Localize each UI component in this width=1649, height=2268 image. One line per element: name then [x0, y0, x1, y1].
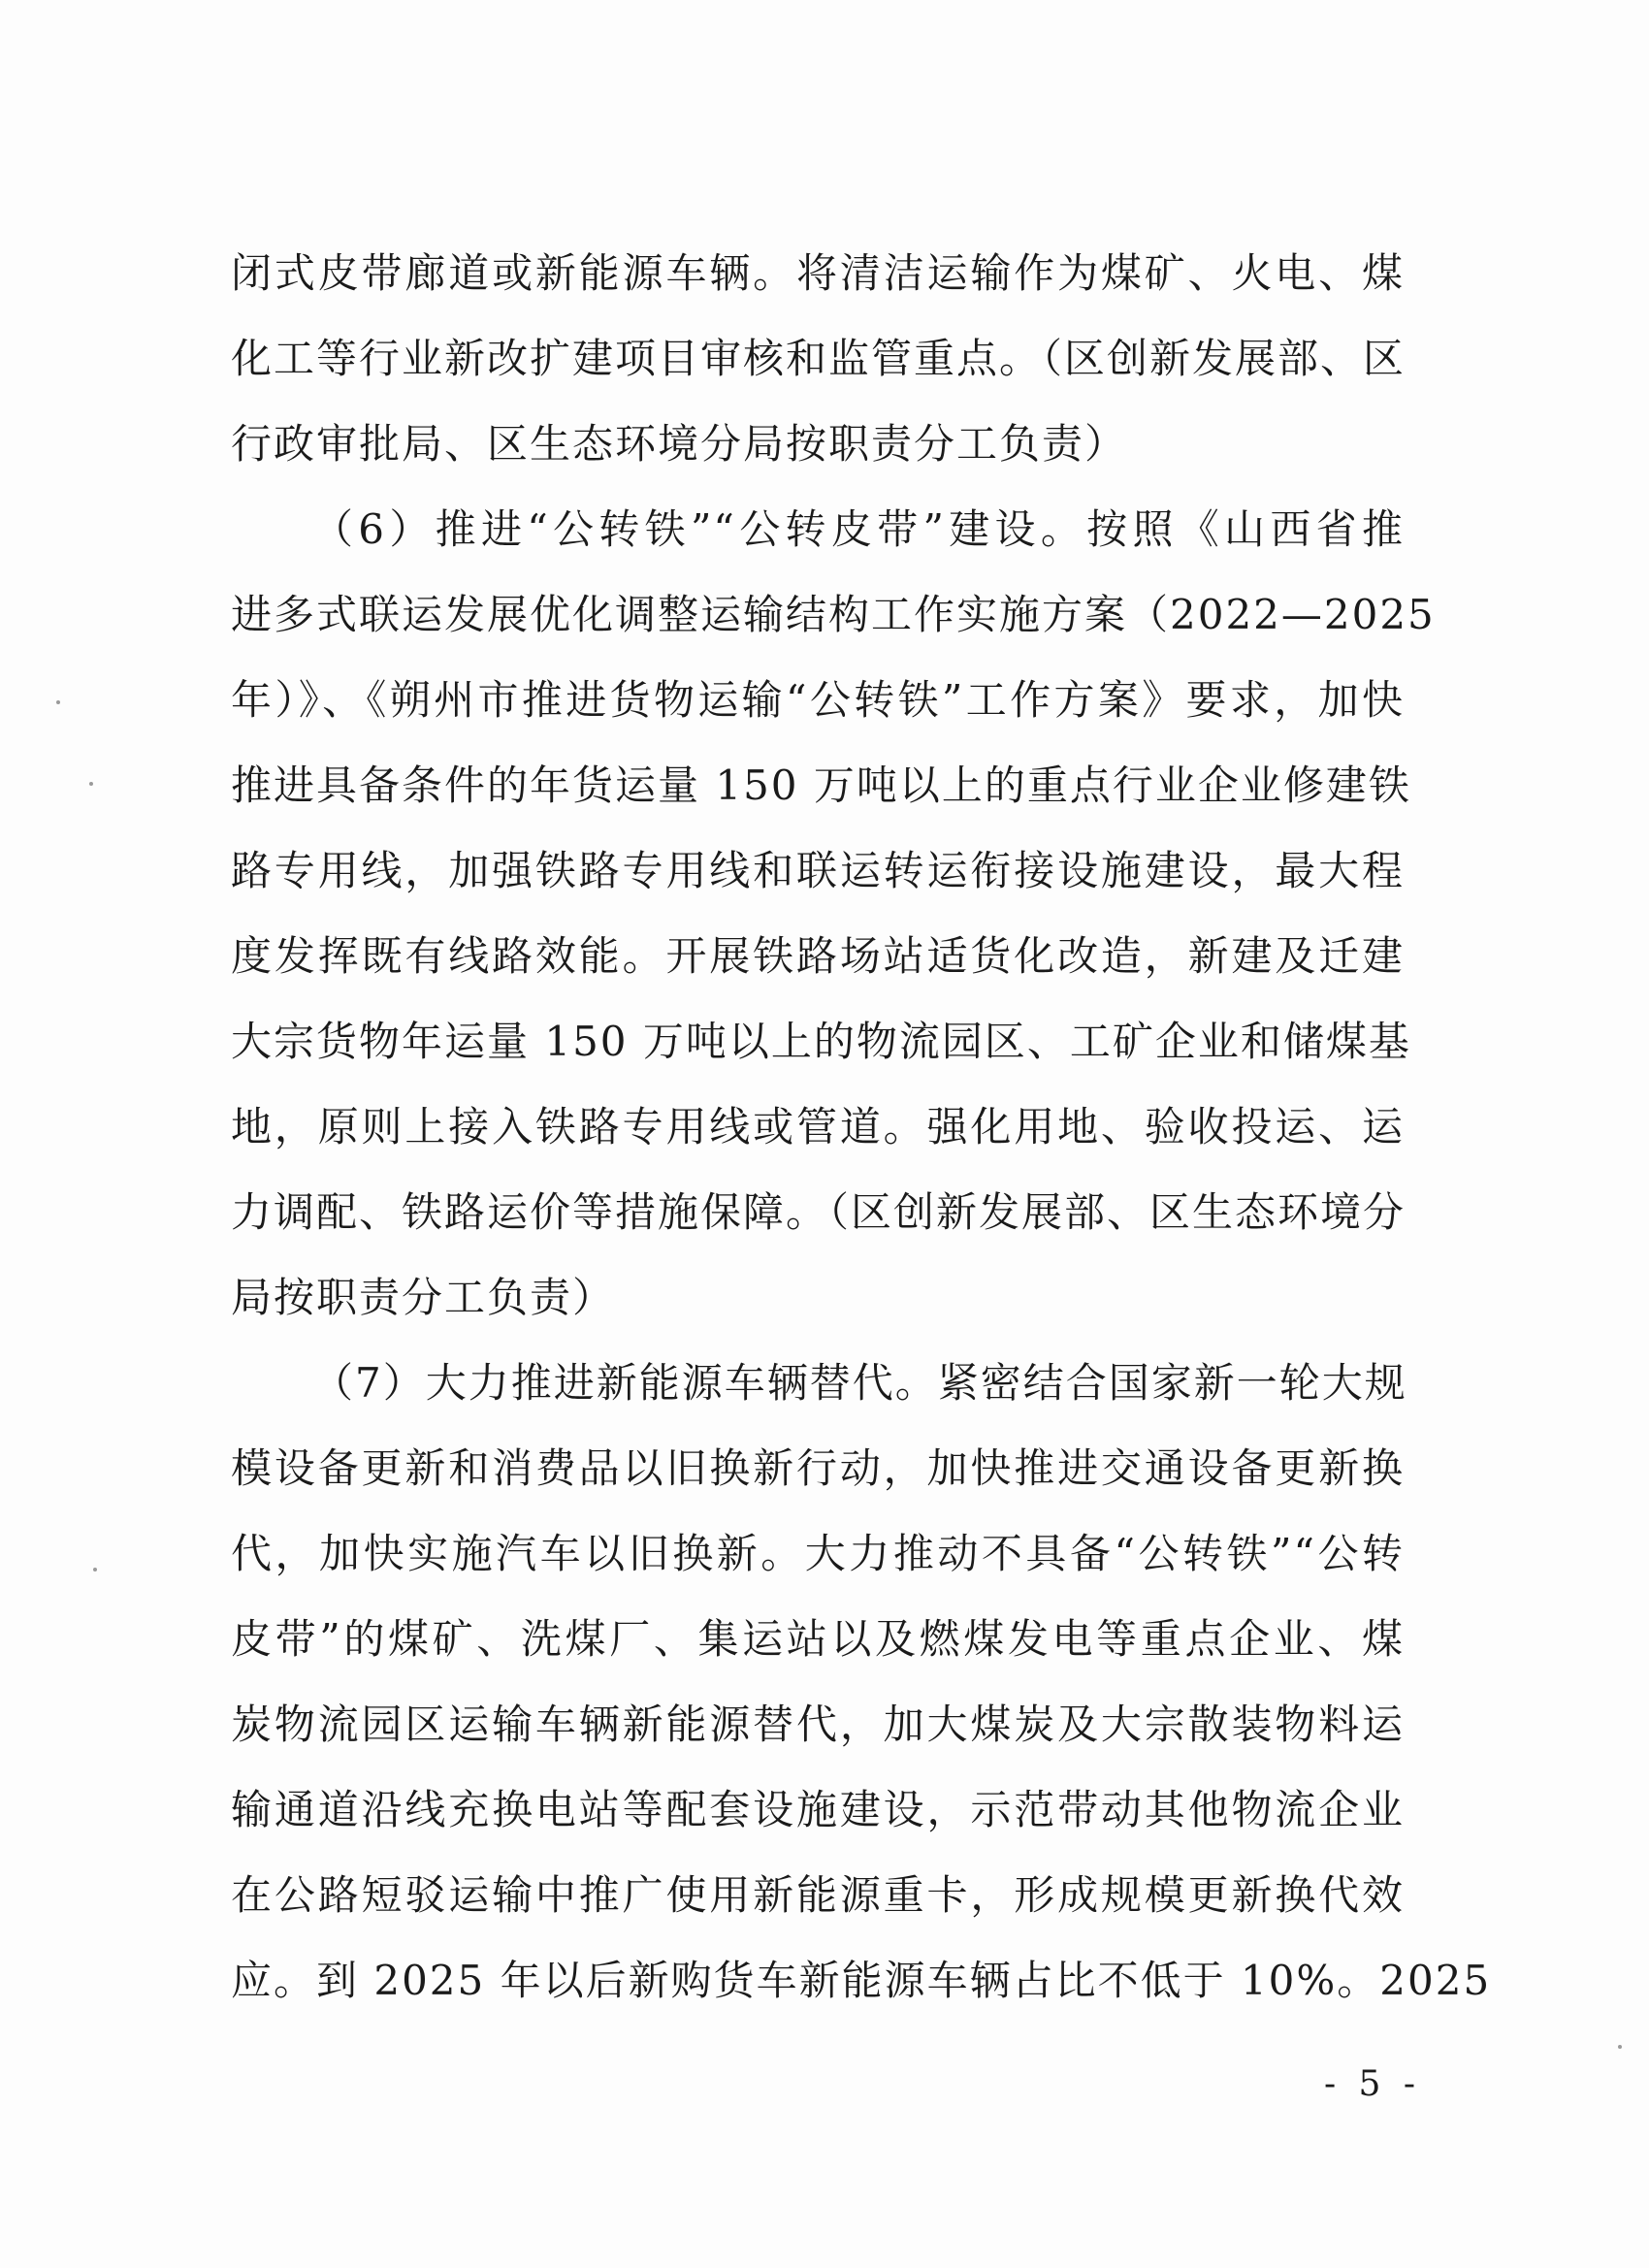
text-line: 大宗货物年运量 150 万吨以上的物流园区、工矿企业和储煤基: [231, 1018, 1411, 1065]
scan-speck: [89, 782, 93, 786]
text-line: 模设备更新和消费品以旧换新行动，加快推进交通设备更新换: [231, 1444, 1405, 1492]
text-line: 皮带”的煤矿、洗煤厂、集运站以及燃煤发电等重点企业、煤: [231, 1615, 1405, 1663]
text-line: 地，原则上接入铁路专用线或管道。强化用地、验收投运、运: [231, 1103, 1405, 1150]
text-line: 在公路短驳运输中推广使用新能源重卡，形成规模更新换代效: [231, 1871, 1405, 1919]
scan-speck: [93, 1568, 97, 1571]
body-text: [231, 231, 1492, 2024]
text-line: 度发挥既有线路效能。开展铁路场站适货化改造，新建及迁建: [231, 932, 1405, 980]
scan-speck: [56, 700, 60, 704]
text-line: （7）大力推进新能源车辆替代。紧密结合国家新一轮大规: [312, 1359, 1407, 1407]
text-line: 路专用线，加强铁路专用线和联运转运衔接设施建设，最大程: [231, 847, 1405, 894]
text-line: 推进具备条件的年货运量 150 万吨以上的重点行业企业修建铁: [231, 761, 1411, 809]
text-line: 力调配、铁路运价等措施保障。（区创新发展部、区生态环境分: [231, 1188, 1406, 1236]
text-line: 局按职责分工负责）: [231, 1274, 616, 1321]
text-line: 化工等行业新改扩建项目审核和监管重点。（区创新发展部、区: [231, 335, 1406, 382]
text-line: 进多式联运发展优化调整运输结构工作实施方案（2022—2025: [231, 591, 1436, 638]
scan-speck: [1618, 2045, 1622, 2049]
page-number: - 5 -: [1323, 2064, 1422, 2104]
text-line: 代，加快实施汽车以旧换新。大力推动不具备“公转铁”“公转: [231, 1530, 1405, 1577]
text-line: 应。到 2025 年以后新购货车新能源车辆占比不低于 10%。2025: [231, 1957, 1492, 2004]
text-line: 输通道沿线充换电站等配套设施建设，示范带动其他物流企业: [231, 1786, 1405, 1833]
text-line: 闭式皮带廊道或新能源车辆。将清洁运输作为煤矿、火电、煤: [231, 249, 1405, 297]
text-line: 年）》、《朔州市推进货物运输“公转铁”工作方案》要求，加快: [231, 676, 1405, 724]
text-line: 行政审批局、区生态环境分局按职责分工负责）: [231, 420, 1128, 468]
text-line: 炭物流园区运输车辆新能源替代，加大煤炭及大宗散装物料运: [231, 1701, 1405, 1748]
text-line: （6）推进“公转铁”“公转皮带”建设。按照《山西省推: [312, 505, 1405, 553]
